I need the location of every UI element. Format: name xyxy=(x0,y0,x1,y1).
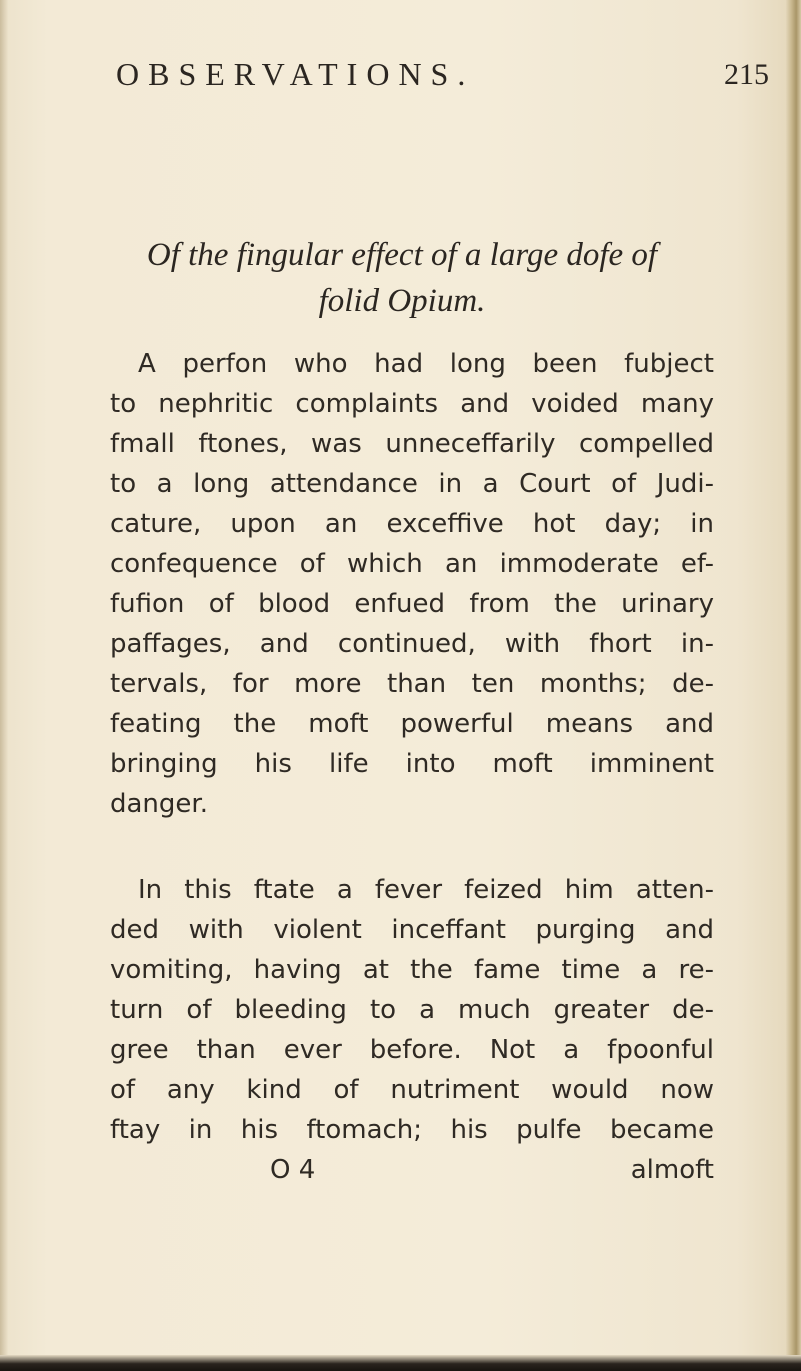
paragraph-line: feating the moft powerful means and xyxy=(110,709,714,739)
paragraph-line: turn of bleeding to a much greater de- xyxy=(110,995,714,1025)
paragraph-line: confequence of which an immoderate ef- xyxy=(110,549,714,579)
page-number: 215 xyxy=(724,58,769,91)
paragraph-gap xyxy=(110,824,714,870)
paragraph-line: fufion of blood enfued from the urinary xyxy=(110,589,714,619)
page-right-edge xyxy=(785,0,801,1371)
paragraph-line: paffages, and continued, with fhort in- xyxy=(110,629,714,659)
paragraph-line: tervals, for more than ten months; de- xyxy=(110,669,714,699)
title-line: folid Opium. xyxy=(318,283,486,319)
paragraph-line: In this ftate a fever feized him atten- xyxy=(138,875,714,905)
paragraph-line: cature, upon an exceffive hot day; in xyxy=(110,509,714,539)
paragraph-line: gree than ever before. Not a fpoonful xyxy=(110,1035,714,1065)
paragraph-line: of any kind of nutriment would now xyxy=(110,1075,714,1105)
paragraph-line: danger. xyxy=(110,789,208,819)
page-left-edge xyxy=(0,0,8,1371)
paragraph-line: to a long attendance in a Court of Judi- xyxy=(110,469,714,499)
paragraph-line: ded with violent inceffant purging and xyxy=(110,915,714,945)
title-line: Of the fingular effect of a large dofe of xyxy=(146,237,658,273)
paragraph-line: ftay in his ftomach; his pulfe became xyxy=(110,1115,714,1145)
paragraph-line: bringing his life into moft imminent xyxy=(110,749,714,779)
running-head: OBSERVATIONS. xyxy=(116,56,475,92)
signature-mark: O 4 xyxy=(270,1155,316,1185)
paragraph-line: fmall ftones, was unneceffarily compelled xyxy=(110,429,714,459)
footer-line xyxy=(110,1150,714,1190)
section-title xyxy=(72,232,732,324)
paragraph-line: to nephritic complaints and voided many xyxy=(110,389,714,419)
paragraph-line: A perfon who had long been fubject xyxy=(138,349,714,379)
paragraph-line: vomiting, having at the fame time a re- xyxy=(110,955,714,985)
catchword: almoft xyxy=(630,1155,714,1185)
body-text xyxy=(110,344,714,1190)
page-bottom-edge xyxy=(0,1355,801,1371)
